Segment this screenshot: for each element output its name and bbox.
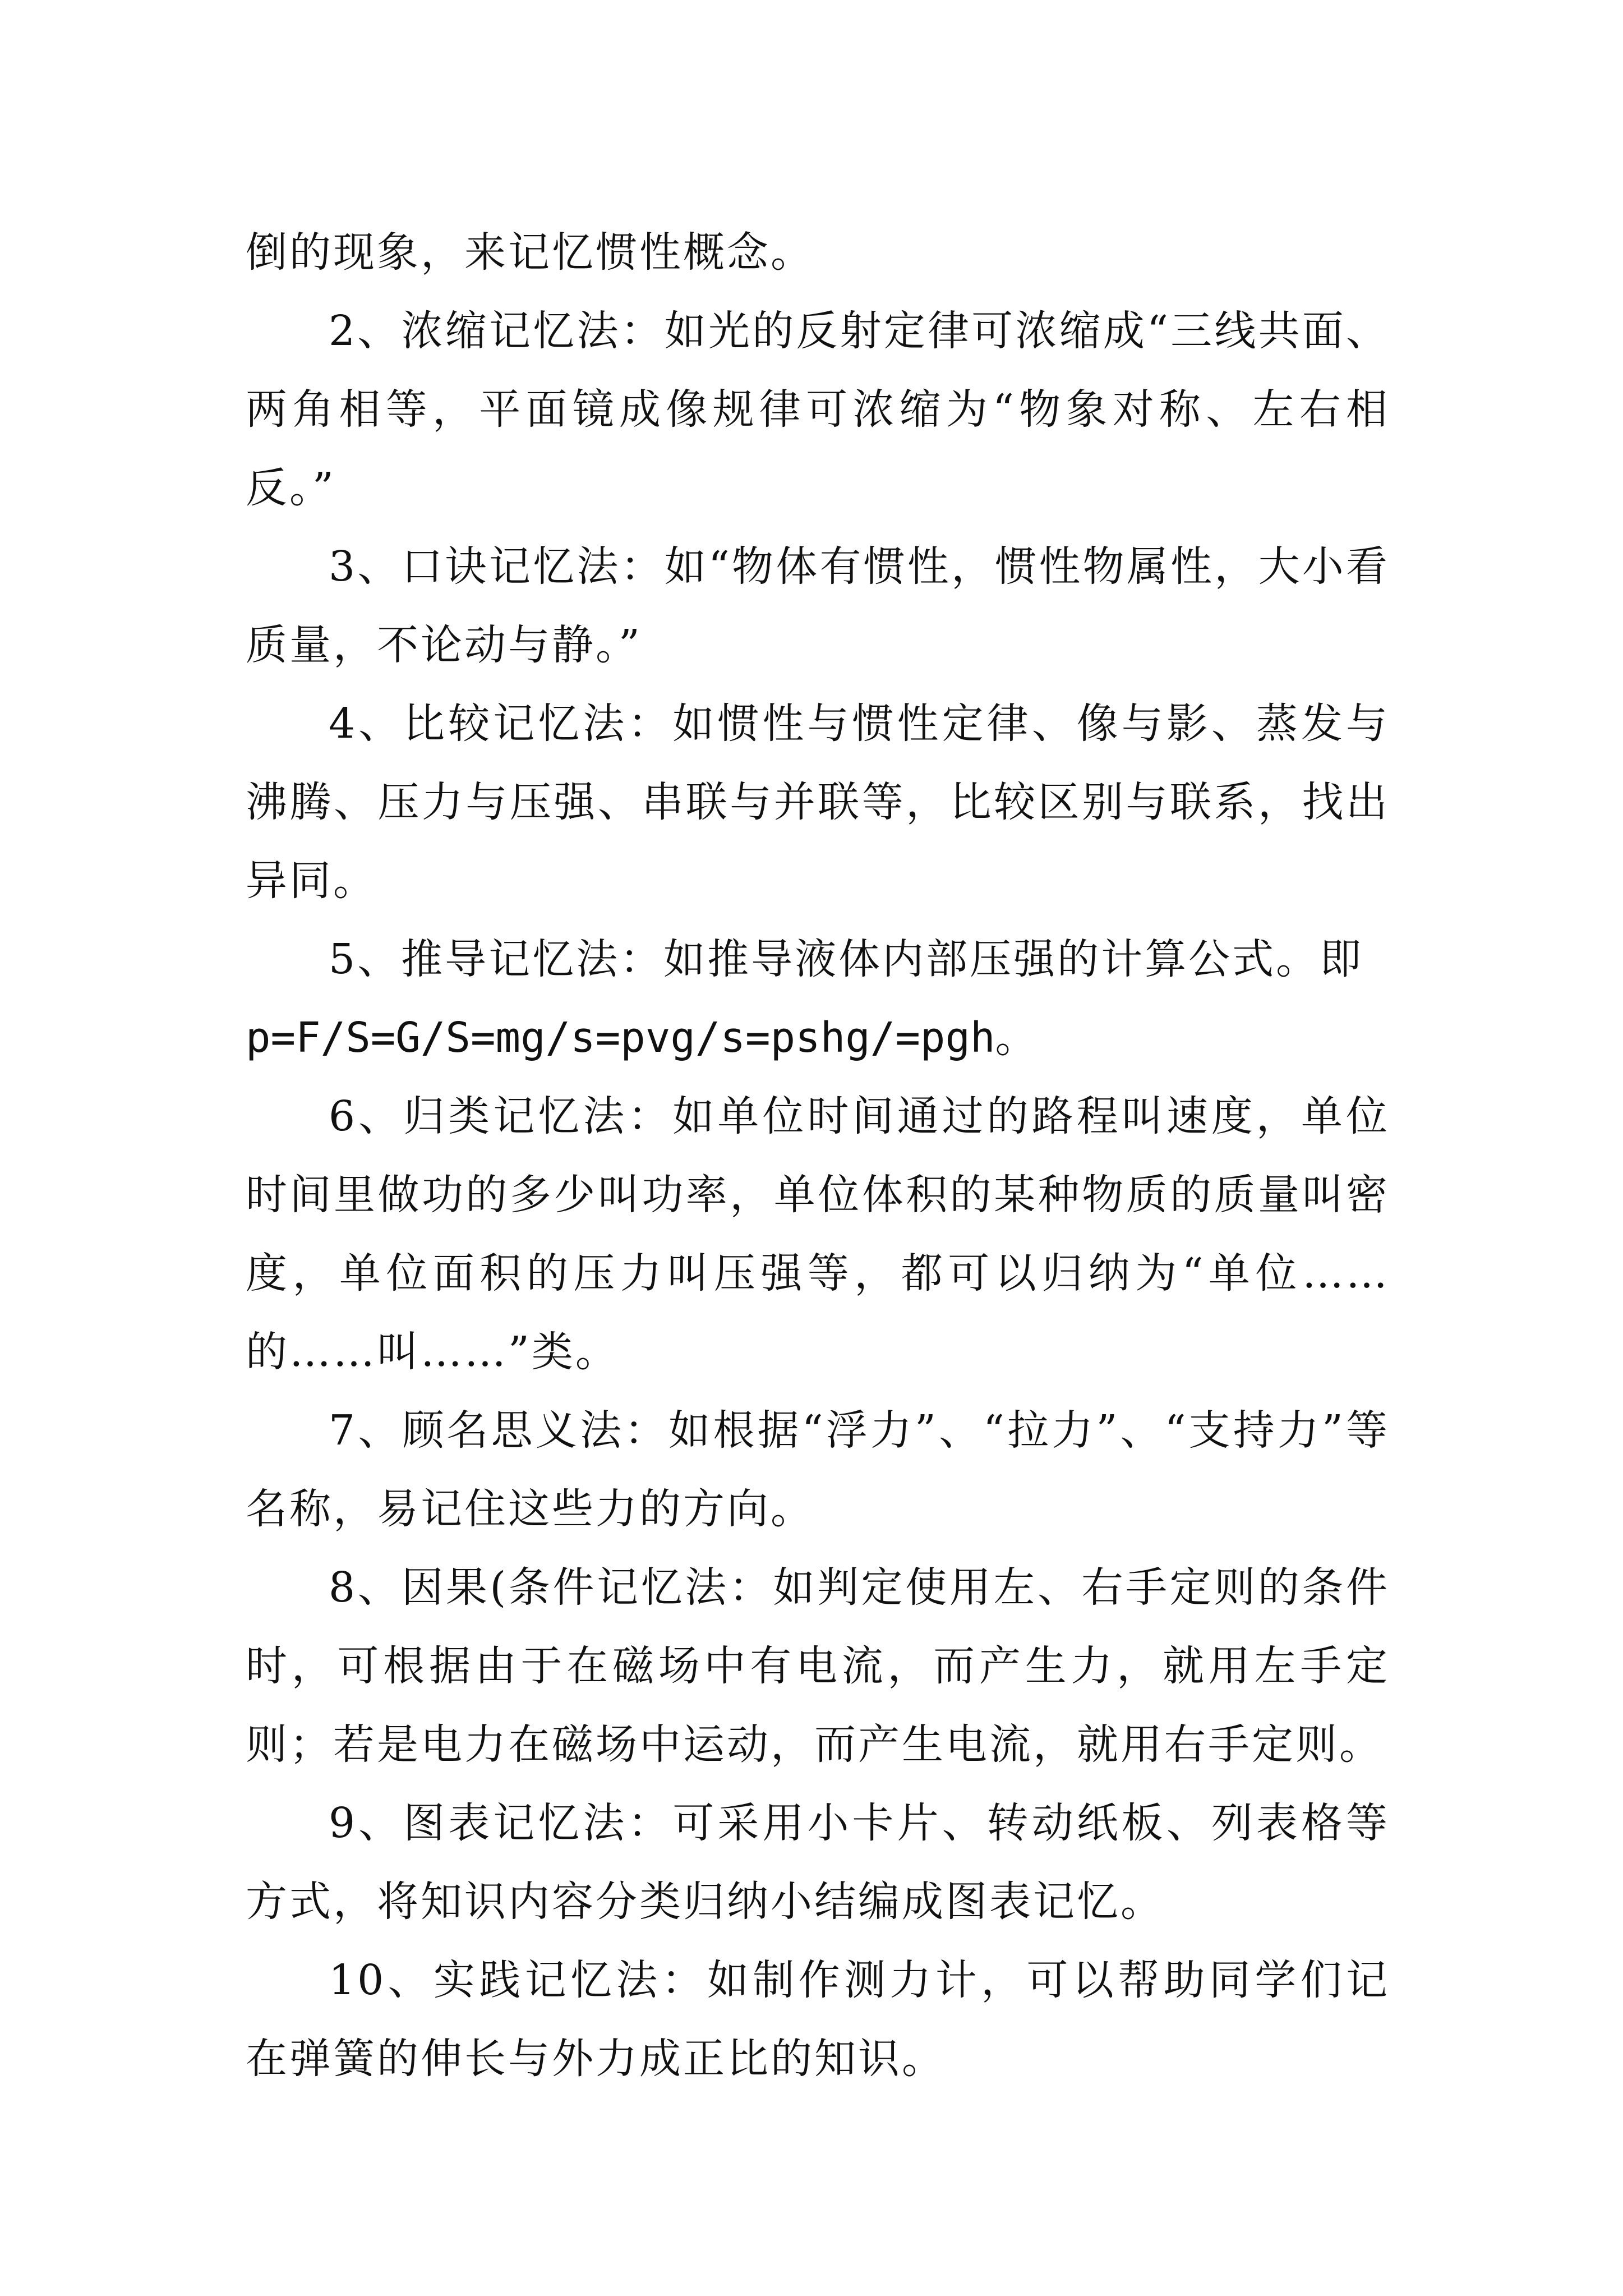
paragraph-3-mnemonic-memory: 3、口诀记忆法：如“物体有惯性，惯性物属性，大小看质量，不论动与静。” xyxy=(246,542,1390,669)
paragraph-7-name-meaning: 7、顾名思义法：如根据“浮力”、“拉力”、“支持力”等名称，易记住这些力的方向。 xyxy=(246,1406,1390,1533)
formula-line: p=F/S=G/S=mg/s=pvg/s=pshg/=pgh。 xyxy=(246,1014,1037,1062)
paragraph-continuation: 倒的现象，来记忆惯性概念。 xyxy=(246,228,814,277)
paragraph-2-condensed-memory: 2、浓缩记忆法：如光的反射定律可浓缩成“三线共面、两角相等，平面镜成像规律可浓缩为“物象对称、左右相反。” xyxy=(246,307,1390,512)
paragraph-4-comparison-memory: 4、比较记忆法：如惯性与惯性定律、像与影、蒸发与沸腾、压力与压强、串联与并联等，比较区别与联系，找出异同。 xyxy=(246,700,1390,905)
document-body xyxy=(246,213,1390,2098)
paragraph-6-classification-memory: 6、归类记忆法：如单位时间通过的路程叫速度，单位时间里做功的多少叫功率，单位体积的某种物质的质量叫密度，单位面积的压力叫压强等，都可以归纳为“单位……的……叫……”类。 xyxy=(246,1092,1390,1376)
paragraph-9-chart-memory: 9、图表记忆法：可采用小卡片、转动纸板、列表格等方式，将知识内容分类归纳小结编成图表记忆。 xyxy=(246,1799,1390,1926)
paragraph-8-cause-effect-memory: 8、因果(条件记忆法：如判定使用左、右手定则的条件时，可根据由于在磁场中有电流，而产生力，就用左手定则；若是电力在磁场中运动，而产生电流，就用右手定则。 xyxy=(246,1563,1390,1769)
paragraph-5-derivation-memory: 5、推导记忆法：如推导液体内部压强的计算公式。即 xyxy=(329,935,1364,983)
paragraph-10-practice-memory: 10、实践记忆法：如制作测力计，可以帮助同学们记在弹簧的伸长与外力成正比的知识。 xyxy=(246,1956,1390,2083)
